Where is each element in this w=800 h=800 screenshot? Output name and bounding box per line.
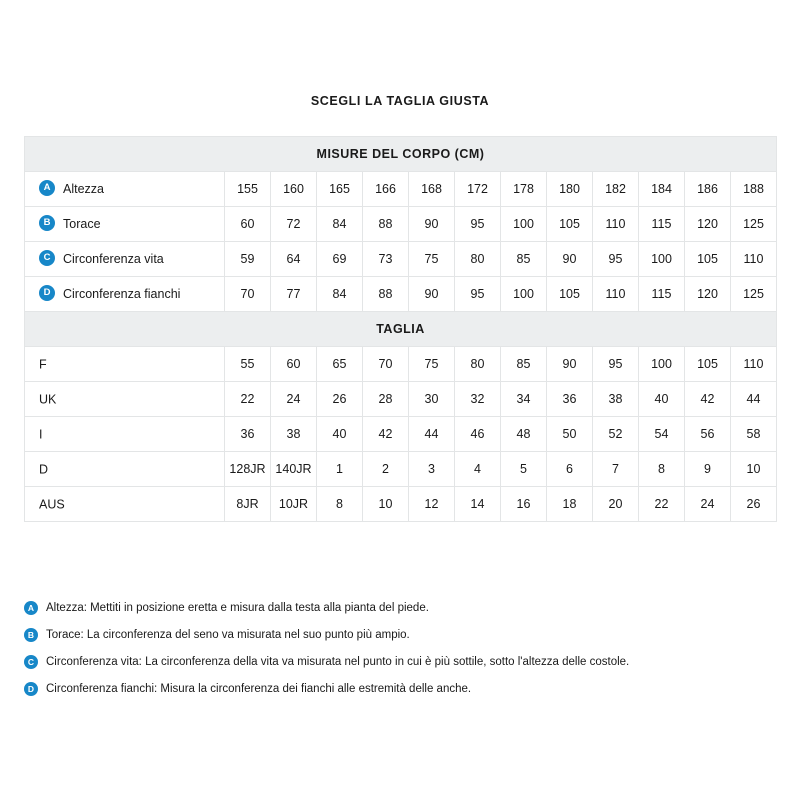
- note-badge-icon: B: [24, 628, 38, 642]
- table-cell: 14: [455, 487, 501, 522]
- note-item: [24, 628, 784, 642]
- table-cell: 95: [593, 242, 639, 277]
- size-chart-table: [24, 136, 777, 522]
- section-heading-label: TAGLIA: [25, 312, 777, 347]
- table-cell: 58: [731, 417, 777, 452]
- table-cell: 36: [547, 382, 593, 417]
- note-badge-icon: C: [24, 655, 38, 669]
- measurement-badge-icon: B: [39, 215, 55, 231]
- table-cell: 3: [409, 452, 455, 487]
- table-cell: 125: [731, 277, 777, 312]
- table-cell: 69: [317, 242, 363, 277]
- table-cell: 184: [639, 172, 685, 207]
- row-label-text: D: [39, 462, 49, 477]
- section-header-body-measurements: [25, 137, 777, 172]
- table-row: [25, 487, 777, 522]
- table-row: [25, 347, 777, 382]
- row-label-text: Torace: [63, 217, 101, 231]
- table-cell: 70: [225, 277, 271, 312]
- table-cell: 12: [409, 487, 455, 522]
- table-cell: 84: [317, 277, 363, 312]
- table-cell: 22: [225, 382, 271, 417]
- table-cell: 120: [685, 277, 731, 312]
- table-cell: 10: [731, 452, 777, 487]
- table-cell: 59: [225, 242, 271, 277]
- table-cell: 90: [409, 207, 455, 242]
- table-cell: 155: [225, 172, 271, 207]
- note-text: Altezza: Mettiti in posizione eretta e misura dalla testa alla pianta del piede.: [46, 602, 429, 614]
- table-cell: 188: [731, 172, 777, 207]
- table-row: [25, 207, 777, 242]
- table-cell: 100: [501, 277, 547, 312]
- note-text: Circonferenza fianchi: Misura la circonferenza dei fianchi alle estremità delle anche.: [46, 683, 472, 695]
- page-title: SCEGLI LA TAGLIA GIUSTA: [310, 94, 490, 108]
- table-cell: 84: [317, 207, 363, 242]
- row-label-text: Circonferenza fianchi: [63, 287, 181, 301]
- table-cell: 110: [593, 277, 639, 312]
- table-cell: 125: [731, 207, 777, 242]
- note-text: Torace: La circonferenza del seno va misurata nel suo punto più ampio.: [46, 629, 410, 641]
- table-cell: 40: [317, 417, 363, 452]
- measurement-badge-icon: A: [39, 180, 55, 196]
- table-cell: 85: [501, 242, 547, 277]
- table-cell: 90: [547, 242, 593, 277]
- table-cell: 42: [363, 417, 409, 452]
- table-cell: 140JR: [271, 452, 317, 487]
- table-cell: 120: [685, 207, 731, 242]
- table-cell: 38: [271, 417, 317, 452]
- table-cell: 42: [685, 382, 731, 417]
- table-cell: 95: [593, 347, 639, 382]
- row-label-text: F: [39, 357, 47, 372]
- table-cell: 100: [501, 207, 547, 242]
- table-row: [25, 452, 777, 487]
- table-cell: 8: [317, 487, 363, 522]
- row-label-text: UK: [39, 392, 57, 407]
- table-cell: 32: [455, 382, 501, 417]
- table-cell: 65: [317, 347, 363, 382]
- table-cell: 80: [455, 242, 501, 277]
- table-cell: 5: [501, 452, 547, 487]
- table-cell: 105: [547, 207, 593, 242]
- table-cell: 115: [639, 207, 685, 242]
- row-label-text: Altezza: [63, 182, 104, 196]
- table-cell: 77: [271, 277, 317, 312]
- row-label-text: AUS: [39, 497, 65, 512]
- table-cell: 166: [363, 172, 409, 207]
- table-cell: 85: [501, 347, 547, 382]
- table-cell: 110: [731, 347, 777, 382]
- table-cell: 44: [409, 417, 455, 452]
- table-cell: 105: [685, 242, 731, 277]
- table-cell: 186: [685, 172, 731, 207]
- table-cell: 10: [363, 487, 409, 522]
- table-cell: 2: [363, 452, 409, 487]
- table-cell: 168: [409, 172, 455, 207]
- table-row: [25, 172, 777, 207]
- measurement-notes: [24, 601, 784, 709]
- table-cell: 48: [501, 417, 547, 452]
- section-header-size: [25, 312, 777, 347]
- table-cell: 180: [547, 172, 593, 207]
- table-cell: 10JR: [271, 487, 317, 522]
- note-badge-icon: A: [24, 601, 38, 615]
- table-cell: 88: [363, 207, 409, 242]
- table-cell: 64: [271, 242, 317, 277]
- table-cell: 40: [639, 382, 685, 417]
- table-cell: 38: [593, 382, 639, 417]
- section-heading-label: MISURE DEL CORPO (CM): [25, 137, 777, 172]
- table-cell: 44: [731, 382, 777, 417]
- table-cell: 9: [685, 452, 731, 487]
- table-cell: 8JR: [225, 487, 271, 522]
- table-row: [25, 277, 777, 312]
- table-cell: 24: [271, 382, 317, 417]
- table-cell: 105: [685, 347, 731, 382]
- table-cell: 60: [271, 347, 317, 382]
- table-row: [25, 242, 777, 277]
- row-label-cell: [25, 487, 225, 522]
- table-cell: 95: [455, 207, 501, 242]
- table-cell: 26: [317, 382, 363, 417]
- table-row: [25, 382, 777, 417]
- row-label-cell: [25, 452, 225, 487]
- note-item: [24, 682, 784, 696]
- row-label-cell: [25, 277, 225, 312]
- table-cell: 24: [685, 487, 731, 522]
- table-cell: 75: [409, 347, 455, 382]
- table-cell: 172: [455, 172, 501, 207]
- row-label-cell: [25, 382, 225, 417]
- note-text: Circonferenza vita: La circonferenza della vita va misurata nel punto in cui è più sottile, sotto l'altezza delle costole.: [46, 656, 630, 668]
- table-cell: 20: [593, 487, 639, 522]
- table-cell: 90: [409, 277, 455, 312]
- table-cell: 178: [501, 172, 547, 207]
- table-cell: 26: [731, 487, 777, 522]
- table-cell: 46: [455, 417, 501, 452]
- row-label-cell: [25, 207, 225, 242]
- table-cell: 100: [639, 347, 685, 382]
- row-label-cell: [25, 347, 225, 382]
- table-cell: 70: [363, 347, 409, 382]
- table-cell: 36: [225, 417, 271, 452]
- note-item: [24, 601, 784, 615]
- table-cell: 90: [547, 347, 593, 382]
- table-cell: 110: [731, 242, 777, 277]
- table-cell: 22: [639, 487, 685, 522]
- table-cell: 18: [547, 487, 593, 522]
- table-cell: 160: [271, 172, 317, 207]
- size-chart-body: [25, 137, 777, 522]
- table-cell: 80: [455, 347, 501, 382]
- measurement-badge-icon: D: [39, 285, 55, 301]
- table-cell: 52: [593, 417, 639, 452]
- table-cell: 8: [639, 452, 685, 487]
- table-cell: 50: [547, 417, 593, 452]
- table-cell: 54: [639, 417, 685, 452]
- table-cell: 128JR: [225, 452, 271, 487]
- table-cell: 56: [685, 417, 731, 452]
- table-cell: 28: [363, 382, 409, 417]
- row-label-text: Circonferenza vita: [63, 252, 164, 266]
- table-cell: 95: [455, 277, 501, 312]
- table-cell: 75: [409, 242, 455, 277]
- table-cell: 165: [317, 172, 363, 207]
- table-cell: 16: [501, 487, 547, 522]
- table-cell: 55: [225, 347, 271, 382]
- table-cell: 7: [593, 452, 639, 487]
- row-label-cell: [25, 242, 225, 277]
- table-cell: 30: [409, 382, 455, 417]
- table-cell: 100: [639, 242, 685, 277]
- size-chart-table-wrap: [24, 136, 776, 522]
- row-label-cell: [25, 172, 225, 207]
- table-cell: 105: [547, 277, 593, 312]
- measurement-badge-icon: C: [39, 250, 55, 266]
- table-cell: 110: [593, 207, 639, 242]
- table-cell: 73: [363, 242, 409, 277]
- table-cell: 60: [225, 207, 271, 242]
- table-cell: 4: [455, 452, 501, 487]
- table-cell: 115: [639, 277, 685, 312]
- table-cell: 1: [317, 452, 363, 487]
- note-item: [24, 655, 784, 669]
- table-cell: 88: [363, 277, 409, 312]
- table-cell: 72: [271, 207, 317, 242]
- row-label-text: I: [39, 427, 43, 442]
- table-cell: 6: [547, 452, 593, 487]
- table-row: [25, 417, 777, 452]
- note-badge-icon: D: [24, 682, 38, 696]
- table-cell: 182: [593, 172, 639, 207]
- table-cell: 34: [501, 382, 547, 417]
- row-label-cell: [25, 417, 225, 452]
